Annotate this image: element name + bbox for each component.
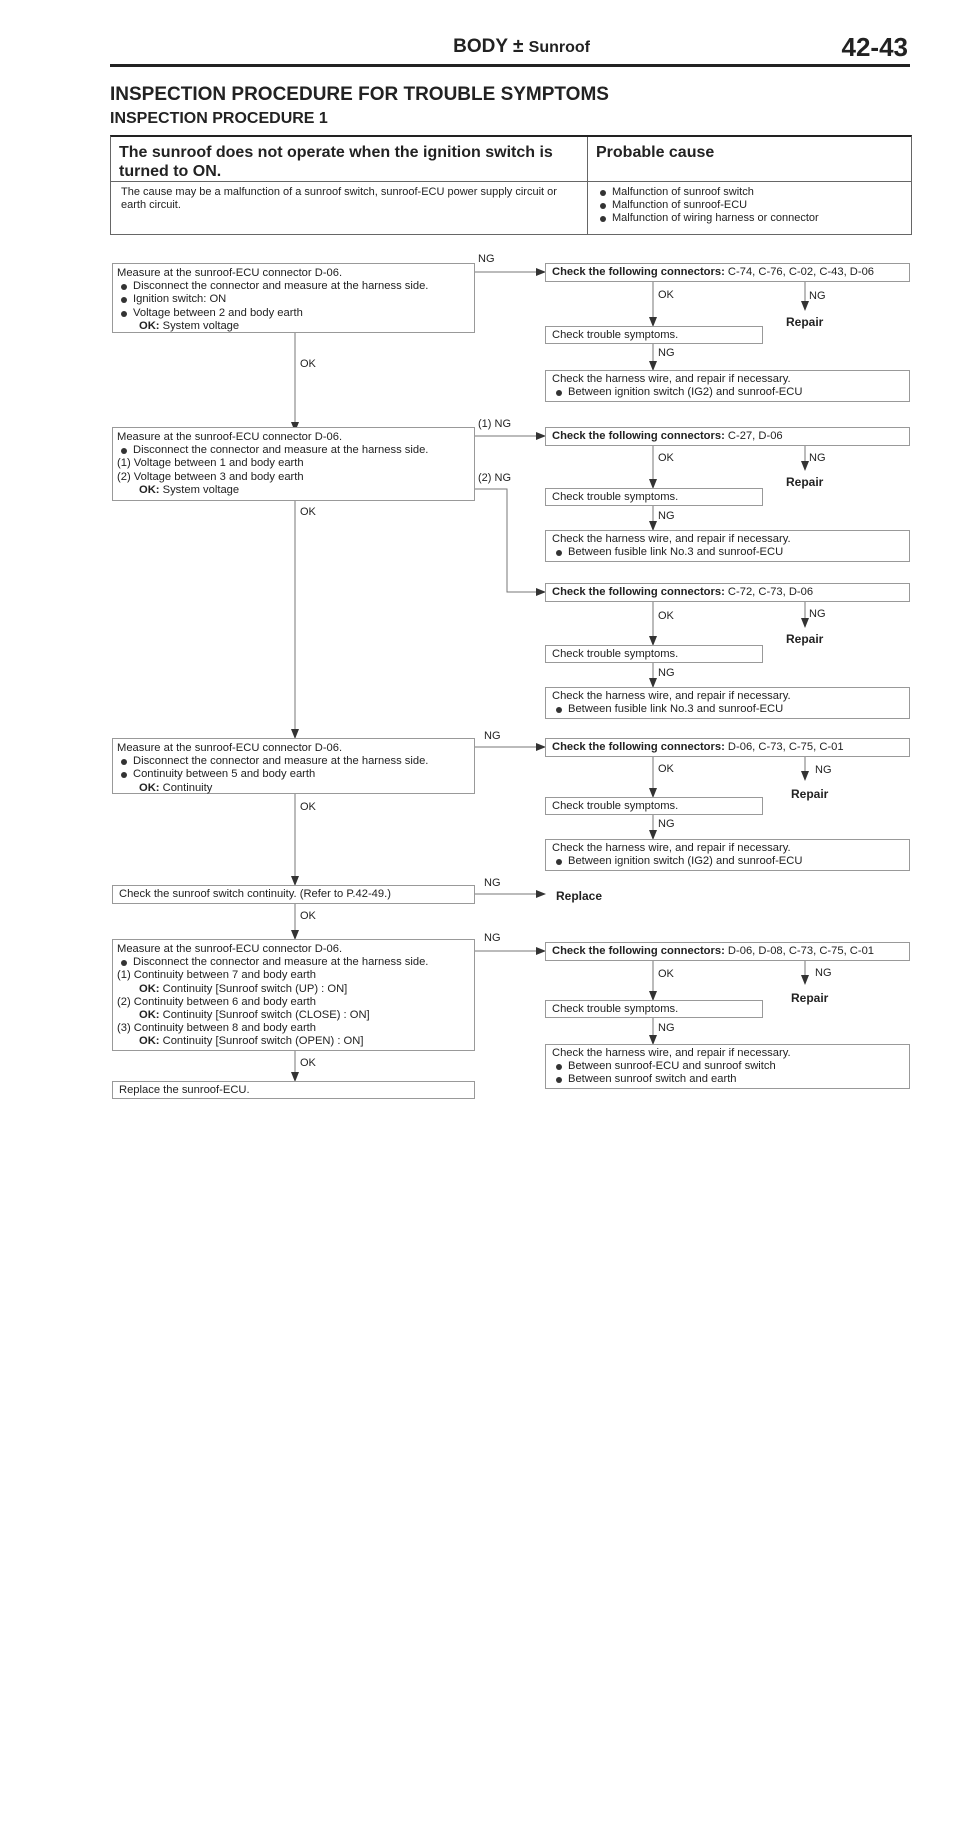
step-1-bullet: Disconnect the connector and measure at the harness side. <box>117 280 470 293</box>
step-1-bullet: Ignition switch: ON <box>117 293 470 306</box>
branch-b-harness <box>545 530 910 562</box>
harness-item: Between ignition switch (IG2) and sunroof-ECU <box>552 855 903 868</box>
harness-item: Between sunroof-ECU and sunroof switch <box>552 1060 903 1073</box>
connector-list: D-06, D-08, C-73, C-75, C-01 <box>727 945 875 957</box>
branch-a-connectors <box>545 263 910 282</box>
step-1-box <box>112 263 475 333</box>
ng-label: NG <box>809 290 826 302</box>
ok-label: OK <box>658 610 674 622</box>
step-5-bullet: Disconnect the connector and measure at the harness side. <box>117 956 470 969</box>
ng-label: NG <box>658 1022 675 1034</box>
repair-action: Repair <box>791 787 829 801</box>
check-trouble-box: Check trouble symptoms. <box>545 797 763 815</box>
check-connectors-label: Check the following connectors: <box>552 266 725 278</box>
harness-item: Between fusible link No.3 and sunroof-ECU <box>552 546 903 559</box>
step-2-bullet: Disconnect the connector and measure at the harness side. <box>117 444 470 457</box>
check-connectors-label: Check the following connectors: <box>552 586 725 598</box>
ok-label: OK: <box>139 781 160 794</box>
ng-label: NG <box>658 347 675 359</box>
ok-label: OK <box>658 452 674 464</box>
connector-list: C-74, C-76, C-02, C-43, D-06 <box>727 266 875 278</box>
ng-label: NG <box>478 253 495 265</box>
ok-label: OK <box>658 289 674 301</box>
check-trouble-box: Check trouble symptoms. <box>545 326 763 344</box>
ok-label: OK: <box>139 319 160 332</box>
section-name: BODY <box>453 36 508 57</box>
ok-label: OK <box>658 763 674 775</box>
page-number: 42-43 <box>841 32 908 62</box>
step-3-bullet: Continuity between 5 and body earth <box>117 768 470 781</box>
check-connectors-label: Check the following connectors: <box>552 945 725 957</box>
ok-label: OK <box>300 1057 316 1069</box>
procedure-title: INSPECTION PROCEDURE 1 <box>110 110 328 127</box>
ok-label: OK <box>300 358 316 370</box>
ng-label: NG <box>484 932 501 944</box>
branch-d-harness <box>545 839 910 871</box>
cause-item: Malfunction of sunroof switch <box>596 186 901 199</box>
step-4-box: Check the sunroof switch continuity. (Refer to P.42-49.) <box>112 885 475 904</box>
symptom-description: The cause may be a malfunction of a sunroof switch, sunroof-ECU power supply circuit or earth circuit. <box>121 186 557 211</box>
step-5-ok-value: Continuity [Sunroof switch (OPEN) : ON] <box>162 1035 364 1048</box>
branch-a-harness <box>545 370 910 402</box>
ng-label: NG <box>809 608 826 620</box>
branch-b-connectors <box>545 427 910 446</box>
step-3-box <box>112 738 475 794</box>
harness-item: Between ignition switch (IG2) and sunroof-ECU <box>552 386 903 399</box>
cause-heading: Probable cause <box>596 144 715 161</box>
symptom-heading: The sunroof does not operate when the ignition switch is turned to ON. <box>119 144 553 180</box>
step-5-box <box>112 939 475 1051</box>
step-5-ok-value: Continuity [Sunroof switch (UP) : ON] <box>162 982 348 995</box>
step-1-ok-value: System voltage <box>162 319 240 332</box>
ok-label: OK <box>300 801 316 813</box>
branch-c-harness <box>545 687 910 719</box>
cause-item: Malfunction of sunroof-ECU <box>596 199 901 212</box>
check-trouble-box: Check trouble symptoms. <box>545 488 763 506</box>
section-separator: ± <box>512 36 524 57</box>
branch-e-connectors <box>545 942 910 961</box>
repair-action: Repair <box>786 475 824 489</box>
cause-item: Malfunction of wiring harness or connector <box>596 212 901 225</box>
connector-list: C-72, C-73, D-06 <box>727 586 814 598</box>
ok-label: OK <box>658 968 674 980</box>
ok-label: OK <box>300 506 316 518</box>
step-3-title: Measure at the sunroof-ECU connector D-06. <box>117 742 343 754</box>
check-trouble-box: Check trouble symptoms. <box>545 1000 763 1018</box>
step-5-title: Measure at the sunroof-ECU connector D-06. <box>117 943 343 955</box>
harness-item: Between fusible link No.3 and sunroof-ECU <box>552 703 903 716</box>
step-2-title: Measure at the sunroof-ECU connector D-06. <box>117 431 343 443</box>
step-2-line: (1) Voltage between 1 and body earth <box>117 457 304 470</box>
step-2-ok-value: System voltage <box>162 483 240 496</box>
branch-c-connectors <box>545 583 910 602</box>
subsection-name: Sunroof <box>528 39 590 56</box>
connector-list: C-27, D-06 <box>727 430 783 442</box>
branch-d-connectors <box>545 738 910 757</box>
page-title: INSPECTION PROCEDURE FOR TROUBLE SYMPTOMS <box>110 84 609 105</box>
ng-label: (2) NG <box>478 472 511 484</box>
ng-label: NG <box>815 764 832 776</box>
check-connectors-label: Check the following connectors: <box>552 741 725 753</box>
step-3-ok-value: Continuity <box>162 781 213 794</box>
step-5-line: (1) Continuity between 7 and body earth <box>117 969 317 982</box>
ng-label: NG <box>484 730 501 742</box>
check-harness-label: Check the harness wire, and repair if necessary. <box>552 842 791 854</box>
connector-list: D-06, C-73, C-75, C-01 <box>727 741 844 753</box>
ok-label: OK: <box>139 483 160 496</box>
harness-item: Between sunroof switch and earth <box>552 1073 903 1086</box>
replace-action: Replace <box>556 889 603 903</box>
repair-action: Repair <box>786 315 824 329</box>
step-2-box <box>112 427 475 501</box>
ng-label: (1) NG <box>478 418 511 430</box>
step-5-line: (2) Continuity between 6 and body earth <box>117 995 317 1008</box>
ng-label: NG <box>809 452 826 464</box>
check-harness-label: Check the harness wire, and repair if necessary. <box>552 373 791 385</box>
ng-label: NG <box>658 667 675 679</box>
repair-action: Repair <box>791 991 829 1005</box>
ng-label: NG <box>658 818 675 830</box>
check-connectors-label: Check the following connectors: <box>552 430 725 442</box>
ng-label: NG <box>484 877 501 889</box>
branch-e-harness <box>545 1044 910 1089</box>
step-5-line: (3) Continuity between 8 and body earth <box>117 1022 317 1035</box>
step-6-box: Replace the sunroof-ECU. <box>112 1081 475 1099</box>
check-trouble-box: Check trouble symptoms. <box>545 645 763 663</box>
step-5-ok-value: Continuity [Sunroof switch (CLOSE) : ON] <box>162 1009 370 1022</box>
ok-label: OK: <box>139 1035 160 1048</box>
ok-label: OK: <box>139 982 160 995</box>
ok-label: OK <box>300 910 316 922</box>
step-1-bullet: Voltage between 2 and body earth <box>117 307 470 320</box>
check-harness-label: Check the harness wire, and repair if necessary. <box>552 690 791 702</box>
step-1-title: Measure at the sunroof-ECU connector D-06. <box>117 267 343 279</box>
ok-label: OK: <box>139 1009 160 1022</box>
step-3-bullet: Disconnect the connector and measure at the harness side. <box>117 755 470 768</box>
ng-label: NG <box>815 967 832 979</box>
check-harness-label: Check the harness wire, and repair if necessary. <box>552 1047 791 1059</box>
repair-action: Repair <box>786 632 824 646</box>
ng-label: NG <box>658 510 675 522</box>
step-2-line: (2) Voltage between 3 and body earth <box>117 470 304 483</box>
check-harness-label: Check the harness wire, and repair if necessary. <box>552 533 791 545</box>
